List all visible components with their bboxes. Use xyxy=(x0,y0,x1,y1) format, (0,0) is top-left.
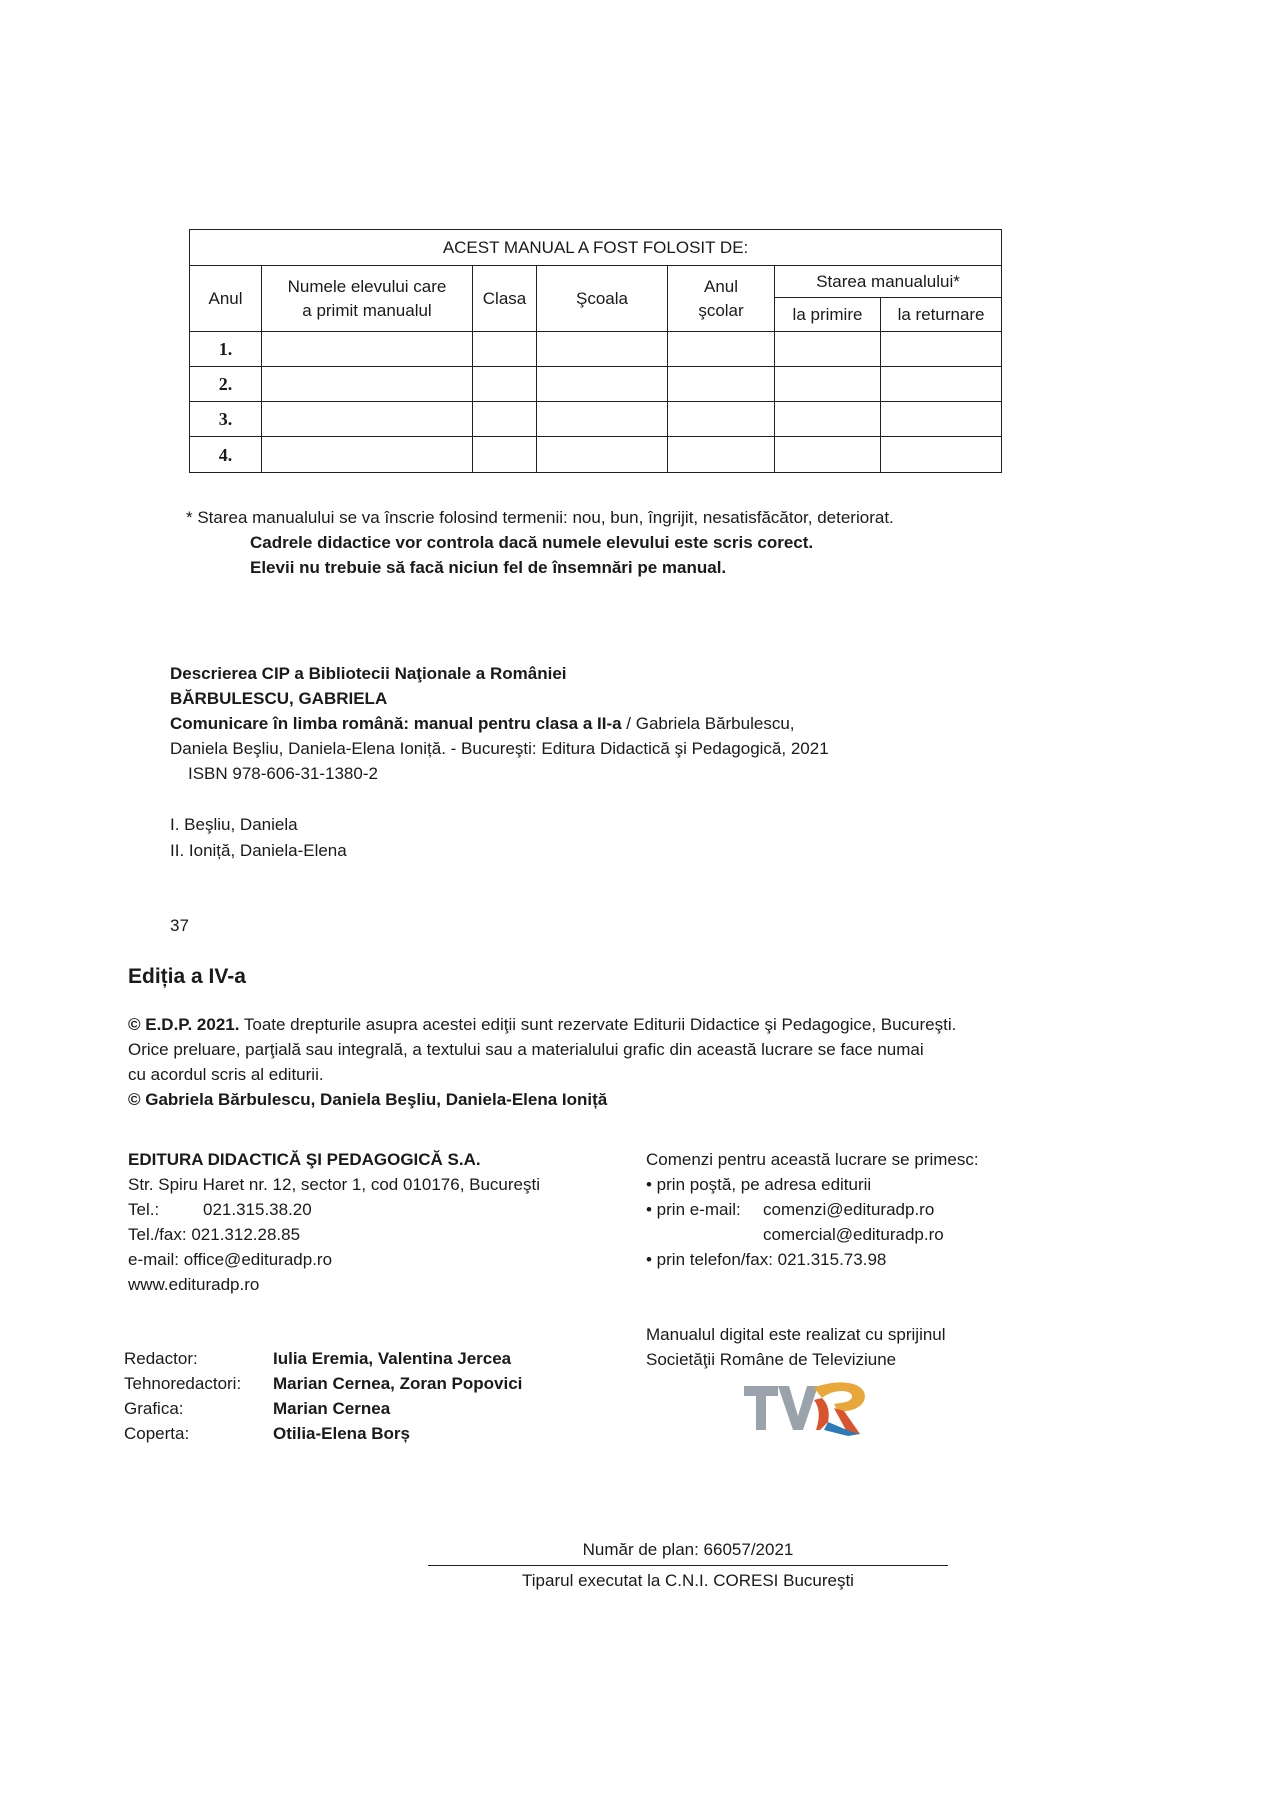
cip-line2: Daniela Beşliu, Daniela-Elena Ioniță. - Bucureşti: Editura Didactică şi Pedagogică, 2021 xyxy=(170,739,829,758)
orders-heading: Comenzi pentru această lucrare se primesc: xyxy=(646,1150,979,1169)
copyright-rest: Toate drepturile asupra acestei ediţii sunt rezervate Editurii Didactice şi Pedagogice, Bucureşti. xyxy=(239,1015,957,1034)
publisher-tel-label: Tel.: xyxy=(128,1200,160,1219)
table-title: ACEST MANUAL A FOST FOLOSIT DE: xyxy=(190,230,1002,266)
col-anul-scolar-line2: şcolar xyxy=(698,300,744,320)
authors-copyright: © Gabriela Bărbulescu, Daniela Beşliu, Daniela-Elena Ioniță xyxy=(128,1090,608,1109)
table-row xyxy=(190,437,1002,473)
col-scoala: Şcoala xyxy=(537,266,668,332)
orders-email-2[interactable]: comercial@edituradp.ro xyxy=(763,1225,944,1244)
table-row xyxy=(190,367,1002,402)
copyright-line2: Orice preluare, parţială sau integrală, a textului sau a materialului grafic din această lucrare se face numai xyxy=(128,1040,924,1059)
publisher-email[interactable]: e-mail: office@edituradp.ro xyxy=(128,1250,333,1269)
credit-tehno: Marian Cernea, Zoran Popovici xyxy=(273,1374,523,1393)
table-cell[interactable] xyxy=(262,332,473,367)
cip-title-line xyxy=(170,711,795,736)
cip-coauthor-1: I. Beşliu, Daniela xyxy=(170,815,298,834)
footnote: * Starea manualului se va înscrie folosind termenii: nou, bun, îngrijit, nesatisfăcător, deteriorat. xyxy=(186,508,894,527)
row-number: 3. xyxy=(190,402,262,437)
credit-grafica: Marian Cernea xyxy=(273,1399,391,1418)
publisher-tel: 021.315.38.20 xyxy=(203,1200,312,1219)
table-cell[interactable] xyxy=(473,437,537,473)
cip-title: Comunicare în limba română: manual pentru clasa a II-a xyxy=(170,714,622,733)
orders-email-1[interactable]: comenzi@edituradp.ro xyxy=(763,1200,935,1219)
table-cell[interactable] xyxy=(668,402,775,437)
edition-title: Ediția a IV-a xyxy=(128,965,246,988)
table-cell[interactable] xyxy=(775,332,881,367)
tvr-logo-icon xyxy=(742,1378,870,1440)
orders-phone: • prin telefon/fax: 021.315.73.98 xyxy=(646,1250,887,1269)
table-cell[interactable] xyxy=(881,402,1002,437)
table-cell[interactable] xyxy=(668,367,775,402)
col-anul-scolar xyxy=(668,266,775,332)
publisher-name: EDITURA DIDACTICĂ ŞI PEDAGOGICĂ S.A. xyxy=(128,1150,481,1169)
col-numele-line2: a primit manualul xyxy=(302,300,432,320)
table-cell[interactable] xyxy=(775,437,881,473)
table-cell[interactable] xyxy=(473,367,537,402)
cip-coauthor-2: II. Ioniță, Daniela-Elena xyxy=(170,841,347,860)
table-cell[interactable] xyxy=(473,332,537,367)
copyright-line3: cu acordul scris al editurii. xyxy=(128,1065,324,1084)
copyright-edp: © E.D.P. 2021. xyxy=(128,1015,240,1034)
publisher-address: Str. Spiru Haret nr. 12, sector 1, cod 010176, Bucureşti xyxy=(128,1175,541,1194)
copyright-line1 xyxy=(128,1012,956,1037)
table-cell[interactable] xyxy=(262,367,473,402)
col-numele xyxy=(262,266,473,332)
credit-tehno-label: Tehnoredactori: xyxy=(124,1374,242,1393)
table-cell[interactable] xyxy=(537,367,668,402)
col-clasa: Clasa xyxy=(473,266,537,332)
col-numele-line1: Numele elevului care xyxy=(287,276,447,296)
publisher-website[interactable]: www.edituradp.ro xyxy=(128,1275,260,1294)
credit-redactor-label: Redactor: xyxy=(124,1349,198,1368)
cip-heading: Descrierea CIP a Bibliotecii Naţionale a României xyxy=(170,664,567,683)
col-anul: Anul xyxy=(190,266,262,332)
digital-line1: Manualul digital este realizat cu sprijinul xyxy=(646,1325,946,1344)
credit-redactor: Iulia Eremia, Valentina Jercea xyxy=(273,1349,512,1368)
cip-title-rest: / Gabriela Bărbulescu, xyxy=(621,714,795,733)
row-number: 2. xyxy=(190,367,262,402)
table-cell[interactable] xyxy=(881,437,1002,473)
cip-isbn: ISBN 978-606-31-1380-2 xyxy=(188,764,378,783)
table-cell[interactable] xyxy=(473,402,537,437)
table-cell[interactable] xyxy=(537,332,668,367)
table-row xyxy=(190,332,1002,367)
usage-table xyxy=(189,229,1002,473)
col-starea: Starea manualului* xyxy=(775,266,1002,298)
footer-divider xyxy=(428,1565,948,1566)
table-cell[interactable] xyxy=(668,437,775,473)
note-teachers: Cadrele didactice vor controla dacă numele elevului este scris corect. xyxy=(250,533,814,552)
col-la-primire: la primire xyxy=(775,298,881,332)
plan-number: Număr de plan: 66057/2021 xyxy=(582,1540,794,1559)
col-la-returnare: la returnare xyxy=(881,298,1002,332)
publisher-fax-label: Tel./fax: xyxy=(128,1225,187,1244)
publisher-fax-value: 021.312.28.85 xyxy=(191,1225,301,1244)
orders-post: • prin poştă, pe adresa editurii xyxy=(646,1175,872,1194)
table-cell[interactable] xyxy=(775,367,881,402)
col-anul-scolar-line1: Anul xyxy=(703,276,739,296)
table-row xyxy=(190,402,1002,437)
note-students: Elevii nu trebuie să facă niciun fel de însemnări pe manual. xyxy=(250,558,727,577)
digital-line2: Societăţii Române de Televiziune xyxy=(646,1350,897,1369)
cip-author: BĂRBULESCU, GABRIELA xyxy=(170,689,388,708)
orders-email-label: • prin e-mail: xyxy=(646,1200,741,1219)
publisher-fax xyxy=(128,1222,300,1247)
table-cell[interactable] xyxy=(775,402,881,437)
credit-coperta: Otilia-Elena Borș xyxy=(273,1424,410,1443)
cip-code: 37 xyxy=(170,916,189,935)
row-number: 4. xyxy=(190,437,262,473)
table-cell[interactable] xyxy=(668,332,775,367)
printing-info: Tiparul executat la C.N.I. CORESI Bucureşti xyxy=(522,1571,854,1590)
table-cell[interactable] xyxy=(262,402,473,437)
credit-coperta-label: Coperta: xyxy=(124,1424,190,1443)
table-cell[interactable] xyxy=(262,437,473,473)
table-cell[interactable] xyxy=(537,437,668,473)
table-cell[interactable] xyxy=(537,402,668,437)
row-number: 1. xyxy=(190,332,262,367)
table-cell[interactable] xyxy=(881,332,1002,367)
table-cell[interactable] xyxy=(881,367,1002,402)
credit-grafica-label: Grafica: xyxy=(124,1399,184,1418)
